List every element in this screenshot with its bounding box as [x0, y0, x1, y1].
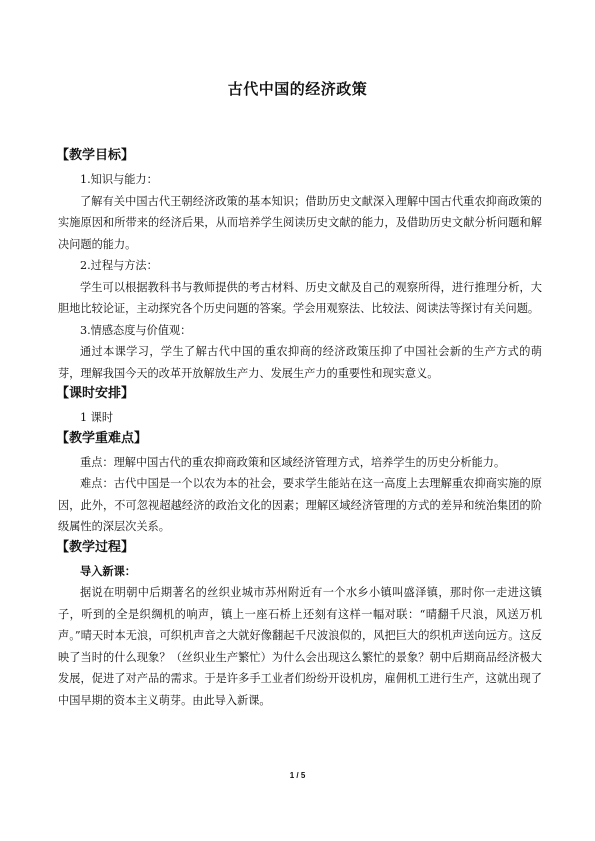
section-heading-goals: 【教学目标】: [56, 148, 135, 163]
page-number: 1 / 5: [289, 771, 306, 780]
intro-label: 导入新课：: [80, 564, 136, 578]
document-body: [58, 146, 542, 711]
difficult-point-text: 难点：古代中国是一个以农为本的社会，要求学生能站在这一高度上去理解重农抑商实施的原因，此外，不可忽视超越经济的政治文化的因素；理解区域经济管理的方式的差异和统治集团的阶级属性的深层次关系。: [58, 477, 542, 533]
section-heading-process: 【教学过程】: [56, 539, 135, 555]
schedule-text: 1 课时: [80, 411, 114, 424]
goal-item-3-text: 通过本课学习，学生了解古代中国的重农抑商的经济政策压抑了中国社会新的生产方式的萌芽，理解我国今天的改革开放解放生产力、发展生产力的重要性和现实意义。: [58, 345, 542, 380]
key-point-text: 重点：理解中国古代的重农抑商政策和区域经济管理方式，培养学生的历史分析能力。: [80, 455, 506, 469]
goal-item-2-text: 学生可以根据教科书与教师提供的考古材料、历史文献及自己的观察所得，进行推理分析，大胆地比较论证，主动探究各个历史问题的答案。学会用观察法、比较法、阅读法等探讨有关问题。: [58, 280, 542, 315]
section-heading-schedule: 【课时安排】: [56, 386, 135, 401]
goal-item-1-text: 了解有关中国古代王朝经济政策的基本知识；借助历史文献深入理解中国古代重农抑商政策的实施原因和所带来的经济后果，从而培养学生阅读历史文献的能力，及借助历史文献分析问题和解决问题的能力。: [58, 194, 542, 251]
goal-item-3-label: 3.情感态度与价值观：: [80, 323, 192, 337]
goal-item-1-label: 1.知识与能力：: [80, 173, 158, 186]
goal-item-2-label: 2.过程与方法：: [80, 259, 158, 272]
section-heading-keypoints: 【教学重难点】: [56, 430, 148, 446]
document-title: 古代中国的经济政策: [227, 80, 368, 98]
intro-text: 据说在明朝中后期著名的丝织业城市苏州附近有一个水乡小镇叫盛泽镇，那时你一走进这镇子，听到的全是织绸机的响声，镇上一座石桥上还刻有这样一幅对联：“晴翻千尺浪，风送万机声。”晴天时本无浪，可织机声音之大就好像翻起千尺波浪似的，风把巨大的织机声送向远方。这反映了当时的什么现象？（丝织业生产繁忙）为什么会出现这么繁忙的景象？朝中后期商品经济极大发展，促进了对产品的需求。于是许多手工业者们纷纷开设机房，雇佣机工进行生产，这就出现了中国早期的资本主义萌芽。由此导入新课。: [58, 586, 542, 707]
